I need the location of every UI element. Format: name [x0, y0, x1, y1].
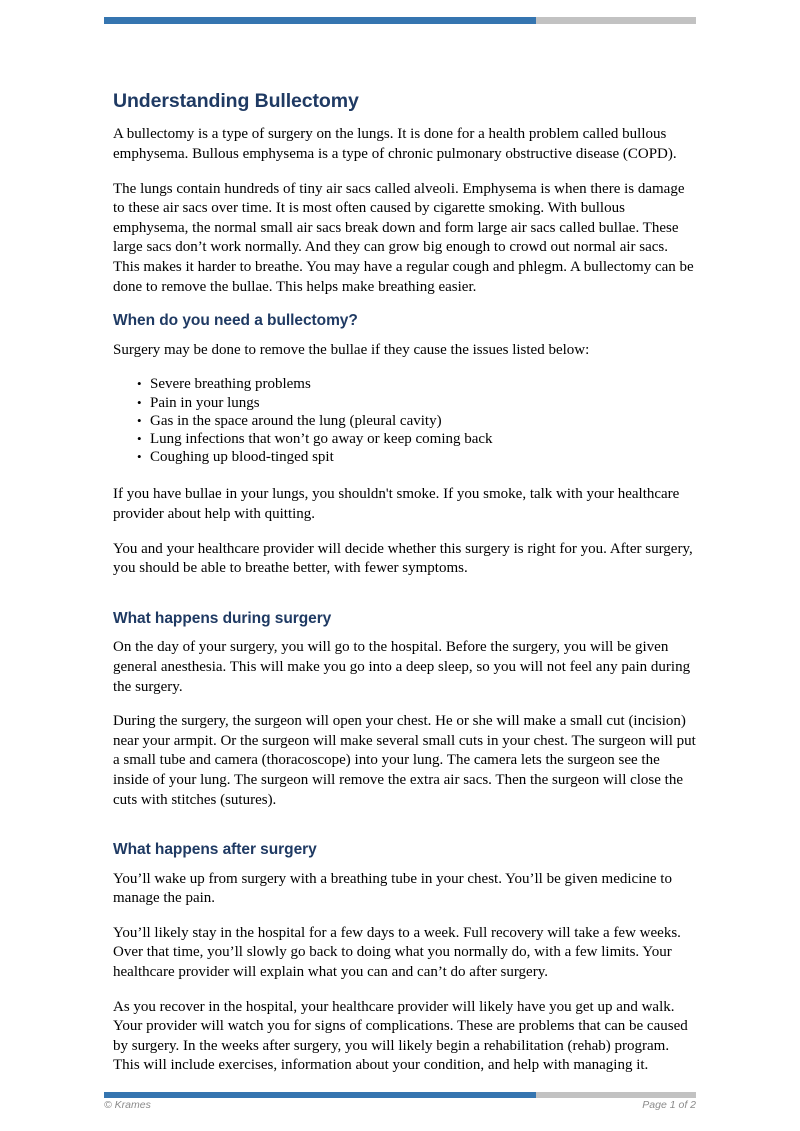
page-title: Understanding Bullectomy — [113, 90, 359, 112]
footer — [104, 1099, 696, 1111]
section-heading-what-happens-after-surgery: What happens after surgery — [113, 841, 317, 859]
section-heading-what-happens-during-surgery: What happens during surgery — [113, 609, 332, 627]
progress-bar-track — [536, 17, 696, 24]
footer-copyright: © Krames — [104, 1099, 151, 1111]
intro-paragraph-2: The lungs contain hundreds of tiny air sacs called alveoli. Emphysema is when there is damage to these air sacs over time. It is most often caused by cigarette smoking. With bullous emphysema, the normal small air sacs break down and form large air sacs called bullae. These large sacs don’t work normally. And they can grow big enough to crowd out normal air sacs. This makes it harder to breathe. You may have a regular cough and phlegm. A bullectomy can be done to remove the bullae. This helps make breathing easier. — [113, 180, 694, 295]
list-item: • Lung infections that won’t go away or keep coming back — [150, 430, 696, 448]
section-3-paragraph-3: As you recover in the hospital, your healthcare provider will likely have you get up and walk. Your provider will watch you for signs of complications. These are problems that can be caused by surgery. In the weeks after surgery, you will likely begin a rehabilitation (rehab) program. This will include exercises, information about your condition, and help with managing it. — [113, 998, 688, 1074]
footer-progress-bar-filled — [104, 1092, 536, 1098]
list-item: • Gas in the space around the lung (pleural cavity) — [150, 412, 696, 430]
list-item: • Coughing up blood-tinged spit — [150, 448, 696, 466]
list-item: • Pain in your lungs — [150, 394, 696, 412]
section-3-paragraph-2: You’ll likely stay in the hospital for a few days to a week. Full recovery will take a few weeks. Over that time, you’ll slowly go back to doing what you normally do, with a few limits. Your healthcare provider will explain what you can and can’t do after surgery. — [113, 924, 681, 981]
section-2-paragraph-1: On the day of your surgery, you will go to the hospital. Before the surgery, you will be given general anesthesia. This will make you go into a deep sleep, so you will not feel any pain during the surgery. — [113, 639, 691, 695]
section-3-paragraph-1: You’ll wake up from surgery with a breathing tube in your chest. You’ll be given medicine to manage the pain. — [113, 870, 672, 907]
section-1-lead-paragraph: Surgery may be done to remove the bullae if they cause the issues listed below: — [113, 341, 590, 358]
section-2-paragraph-2: During the surgery, the surgeon will open your chest. He or she will make a small cut (incision) near your armpit. Or the surgeon will make several small cuts in your chest. The surgeon will put a small tube and camera (thoracoscope) into your lung. The camera lets the surgeon see the inside of your lung. The surgeon will remove the extra air sacs. Then the surgeon will close the cuts with stitches (sutures). — [113, 713, 696, 808]
section-1-paragraph-1: If you have bullae in your lungs, you shouldn't smoke. If you smoke, talk with your healthcare provider about help with quitting. — [113, 486, 680, 522]
footer-page-number: Page 1 of 2 — [642, 1099, 696, 1111]
footer-progress-bar — [104, 1092, 696, 1098]
top-progress-bar — [104, 17, 696, 24]
section-1-paragraph-2: You and your healthcare provider will decide whether this surgery is right for you. After surgery, you should be able to breathe better, with fewer symptoms. — [113, 540, 693, 577]
list-item: • Severe breathing problems — [150, 375, 696, 393]
footer-progress-bar-track — [536, 1092, 696, 1098]
indications-bullet-list — [113, 375, 696, 466]
intro-paragraph-1: A bullectomy is a type of surgery on the lungs. It is done for a health problem called bullous emphysema. Bullous emphysema is a type of chronic pulmonary obstructive disease (COPD). — [113, 126, 677, 163]
section-heading-when-do-you-need-a-bullectomy: When do you need a bullectomy? — [113, 312, 358, 330]
document-content — [113, 90, 696, 1076]
progress-bar-filled — [104, 17, 536, 24]
